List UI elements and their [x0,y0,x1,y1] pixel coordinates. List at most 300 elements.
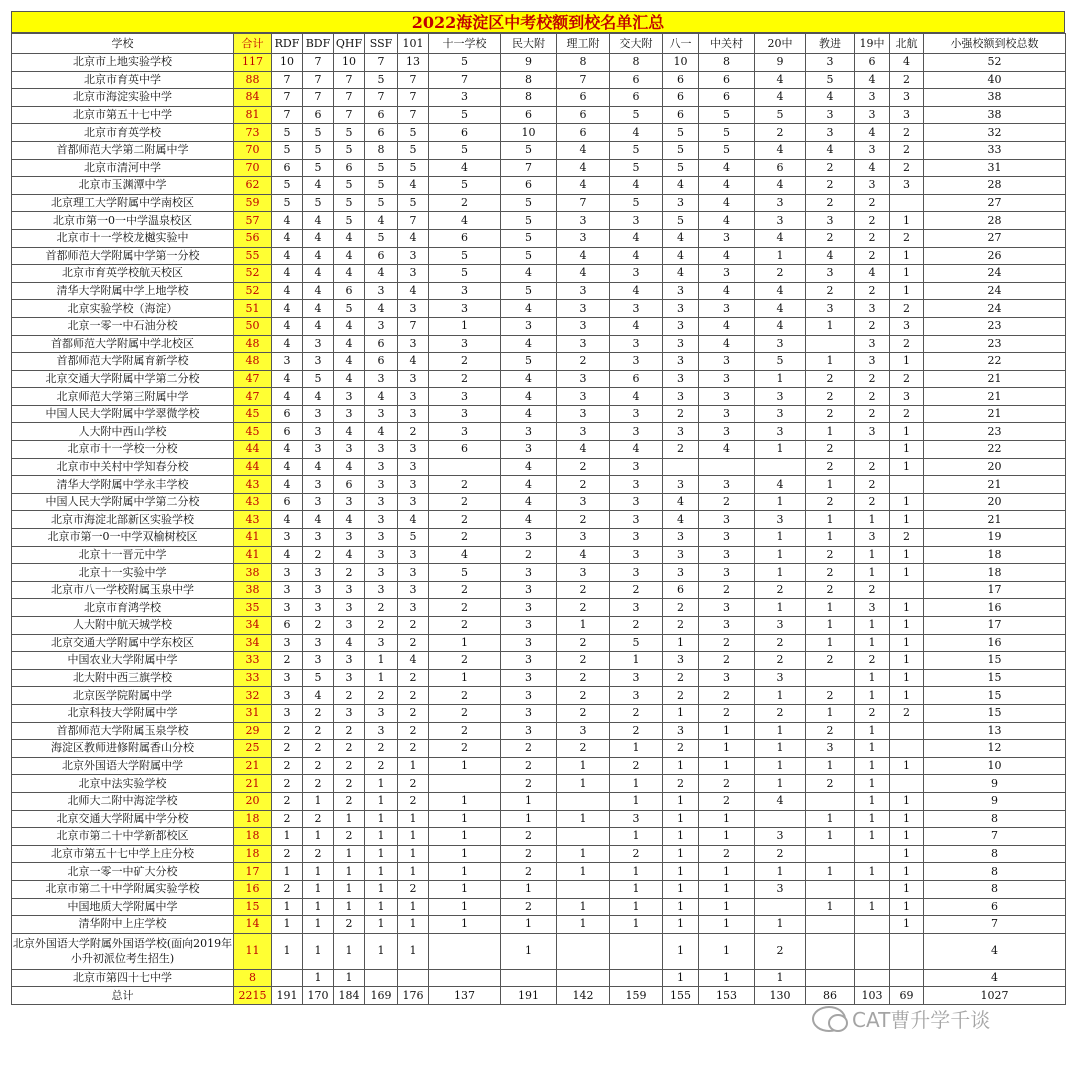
quota-cell: 3 [365,634,398,652]
quota-cell: 9 [924,792,1066,810]
quota-cell: 5 [610,106,663,124]
quota-cell: 2 [663,599,699,617]
quota-cell: 4 [855,265,890,283]
quota-cell: 2 [334,757,365,775]
total-cell: 62 [234,177,272,195]
quota-cell: 2 [303,740,334,758]
quota-cell: 5 [429,54,501,72]
quota-cell: 4 [610,124,663,142]
school-name-cell: 中国人民大学附属中学翠微学校 [12,405,234,423]
column-header: QHF [334,34,365,54]
quota-cell: 3 [663,652,699,670]
quota-cell: 2 [334,687,365,705]
quota-cell: 1 [699,916,755,934]
table-row [12,810,1066,828]
quota-cell: 3 [303,423,334,441]
quota-cell: 7 [924,916,1066,934]
quota-cell: 1 [398,810,429,828]
quota-cell: 3 [398,247,429,265]
quota-cell: 4 [663,511,699,529]
quota-cell: 24 [924,282,1066,300]
quota-cell: 7 [501,159,557,177]
quota-cell: 2 [334,775,365,793]
quota-cell [855,916,890,934]
quota-cell: 4 [755,89,806,107]
quota-cell: 8 [924,845,1066,863]
quota-cell: 21 [924,511,1066,529]
quota-cell: 3 [699,511,755,529]
table-row [12,265,1066,283]
quota-cell: 1 [890,634,924,652]
total-cell: 57 [234,212,272,230]
quota-cell: 4 [272,511,303,529]
quota-cell: 4 [398,282,429,300]
quota-cell: 4 [855,124,890,142]
quota-cell [890,740,924,758]
quota-cell: 1 [890,687,924,705]
quota-cell: 3 [610,564,663,582]
quota-cell: 2 [610,704,663,722]
quota-cell: 3 [699,370,755,388]
quota-cell: 3 [855,300,890,318]
quota-cell: 1 [303,792,334,810]
quota-cell: 5 [303,141,334,159]
quota-cell: 2 [429,511,501,529]
quota-cell: 2 [806,564,855,582]
quota-cell: 8 [557,54,610,72]
quota-cell: 10 [272,54,303,72]
school-name-cell: 北京一零一中矿大分校 [12,863,234,881]
quota-cell: 3 [890,177,924,195]
quota-cell: 3 [303,581,334,599]
quota-cell: 2 [303,810,334,828]
quota-cell: 6 [334,476,365,494]
quota-cell: 6 [429,441,501,459]
total-cell: 59 [234,194,272,212]
quota-cell: 1 [429,634,501,652]
quota-cell: 6 [334,159,365,177]
quota-cell: 2 [272,740,303,758]
quota-cell: 3 [272,353,303,371]
quota-cell: 7 [557,71,610,89]
quota-cell: 4 [663,247,699,265]
quota-cell: 5 [699,141,755,159]
quota-cell: 8 [501,71,557,89]
quota-cell: 2 [501,845,557,863]
quota-cell: 3 [755,388,806,406]
school-name-cell: 首都师范大学附属中学第一分校 [12,247,234,265]
quota-cell: 7 [398,89,429,107]
quota-cell: 23 [924,423,1066,441]
quota-cell: 4 [501,405,557,423]
quota-cell: 6 [303,106,334,124]
quota-cell: 23 [924,317,1066,335]
quota-cell: 1 [398,916,429,934]
quota-cell: 4 [303,265,334,283]
quota-cell: 2 [429,704,501,722]
table-row [12,159,1066,177]
quota-cell: 2 [334,564,365,582]
quota-cell: 3 [610,687,663,705]
quota-cell: 4 [610,317,663,335]
quota-cell: 5 [303,194,334,212]
total-cell: 21 [234,757,272,775]
quota-cell: 5 [334,124,365,142]
table-row [12,458,1066,476]
school-name-cell: 海淀区教师进修附属香山分校 [12,740,234,758]
quota-cell: 8 [610,54,663,72]
quota-cell: 5 [699,106,755,124]
quota-cell: 3 [557,317,610,335]
quota-cell: 16 [924,634,1066,652]
quota-cell: 5 [303,124,334,142]
quota-cell: 2 [398,740,429,758]
quota-cell: 170 [303,987,334,1005]
quota-cell: 3 [398,564,429,582]
school-name-cell: 清华附中上庄学校 [12,916,234,934]
quota-cell: 24 [924,265,1066,283]
quota-cell: 3 [429,388,501,406]
quota-cell [855,880,890,898]
table-body [12,34,1066,1005]
quota-cell: 4 [501,265,557,283]
quota-cell: 3 [806,740,855,758]
quota-cell: 2 [755,124,806,142]
total-cell: 81 [234,106,272,124]
quota-cell: 1 [890,810,924,828]
quota-cell: 3 [272,599,303,617]
school-name-cell: 北京市育鸿学校 [12,599,234,617]
quota-cell: 1 [755,599,806,617]
quota-cell: 16 [924,599,1066,617]
quota-cell: 4 [855,71,890,89]
quota-cell: 4 [365,388,398,406]
quota-cell: 2 [890,405,924,423]
column-header: 20中 [755,34,806,54]
quota-cell: 3 [663,423,699,441]
quota-cell: 4 [398,229,429,247]
quota-cell: 2 [890,71,924,89]
wechat-logo-icon [812,1006,846,1032]
quota-cell: 3 [610,669,663,687]
quota-cell: 2 [663,405,699,423]
quota-cell: 1 [699,722,755,740]
school-name-cell: 北京市海淀实验中学 [12,89,234,107]
quota-cell: 2 [806,652,855,670]
quota-cell: 2 [272,845,303,863]
quota-cell: 4 [334,370,365,388]
quota-cell: 5 [610,194,663,212]
total-cell: 18 [234,828,272,846]
total-cell: 84 [234,89,272,107]
quota-cell: 5 [365,159,398,177]
quota-cell: 31 [924,159,1066,177]
quota-cell: 2 [429,353,501,371]
quota-cell: 5 [699,124,755,142]
quota-cell: 1 [699,757,755,775]
school-name-cell: 北京市第五十七中学上庄分校 [12,845,234,863]
quota-cell: 1 [398,898,429,916]
quota-cell: 3 [610,335,663,353]
quota-cell: 1 [663,634,699,652]
total-cell: 18 [234,845,272,863]
quota-cell: 3 [557,300,610,318]
total-cell: 44 [234,458,272,476]
quota-cell: 3 [501,704,557,722]
school-name-cell: 北京市八一学校附属玉泉中学 [12,581,234,599]
quota-cell: 4 [557,159,610,177]
quota-cell: 3 [610,511,663,529]
quota-cell: 1 [303,828,334,846]
quota-cell [398,969,429,987]
column-header: 101 [398,34,429,54]
quota-cell: 3 [334,599,365,617]
quota-cell: 3 [755,511,806,529]
quota-cell: 4 [699,159,755,177]
quota-cell: 1 [610,828,663,846]
quota-cell: 4 [699,177,755,195]
quota-cell: 2 [334,916,365,934]
quota-cell: 6 [365,335,398,353]
school-name-cell: 北大附中西三旗学校 [12,669,234,687]
quota-cell: 1 [855,546,890,564]
quota-cell: 1 [429,916,501,934]
quota-cell: 2 [806,194,855,212]
column-header: 交大附 [610,34,663,54]
total-cell: 41 [234,546,272,564]
quota-cell: 3 [806,106,855,124]
quota-cell: 1 [272,916,303,934]
quota-cell: 1 [557,863,610,881]
quota-cell: 5 [365,71,398,89]
table-row [12,617,1066,635]
quota-cell: 4 [557,247,610,265]
table-row [12,529,1066,547]
table-row [12,423,1066,441]
quota-cell: 1 [272,828,303,846]
quota-cell: 2 [272,652,303,670]
quota-cell: 3 [610,599,663,617]
table-row [12,177,1066,195]
quota-cell: 2 [429,370,501,388]
quota-cell: 1 [890,212,924,230]
quota-cell: 7 [272,89,303,107]
school-name-cell: 北京市育英学校航天校区 [12,265,234,283]
quota-cell: 3 [663,282,699,300]
quota-cell: 191 [272,987,303,1005]
quota-cell: 2 [699,634,755,652]
quota-cell: 3 [610,476,663,494]
school-name-cell: 首都师范大学附属中学北校区 [12,335,234,353]
quota-cell: 4 [610,177,663,195]
quota-cell: 6 [610,89,663,107]
quota-cell: 4 [334,335,365,353]
quota-cell: 6 [429,124,501,142]
quota-cell: 3 [663,300,699,318]
quota-cell: 3 [365,458,398,476]
quota-cell: 15 [924,704,1066,722]
quota-cell: 5 [365,229,398,247]
quota-cell: 4 [272,265,303,283]
quota-cell: 3 [557,529,610,547]
table-row [12,476,1066,494]
total-cell: 32 [234,687,272,705]
total-cell: 18 [234,810,272,828]
table-row [12,353,1066,371]
quota-cell: 3 [699,353,755,371]
quota-cell: 6 [663,89,699,107]
quota-cell [855,969,890,987]
table-row [12,564,1066,582]
quota-cell: 2 [855,194,890,212]
quota-cell: 3 [610,265,663,283]
quota-cell: 6 [272,405,303,423]
quota-cell: 3 [663,722,699,740]
quota-cell: 2 [855,581,890,599]
quota-cell: 3 [398,370,429,388]
school-name-cell: 中国人民大学附属中学第二分校 [12,493,234,511]
quota-cell: 1 [755,863,806,881]
quota-cell: 3 [303,335,334,353]
quota-cell: 1 [365,775,398,793]
quota-cell: 4 [334,353,365,371]
quota-cell: 5 [501,247,557,265]
quota-cell: 2 [806,775,855,793]
quota-cell: 3 [557,229,610,247]
quota-cell: 2 [334,792,365,810]
quota-cell: 10 [924,757,1066,775]
quota-cell: 3 [755,405,806,423]
quota-cell: 4 [365,212,398,230]
quota-cell: 2 [855,282,890,300]
quota-cell: 4 [557,265,610,283]
table-row [12,493,1066,511]
quota-cell: 1 [334,880,365,898]
quota-cell: 2 [272,880,303,898]
quota-cell: 3 [398,458,429,476]
total-cell: 73 [234,124,272,142]
quota-cell: 38 [924,89,1066,107]
school-name-cell: 首都师范大学第二附属中学 [12,141,234,159]
quota-cell: 2 [806,388,855,406]
column-header: 中关村 [699,34,755,54]
table-row [12,388,1066,406]
quota-cell: 5 [610,141,663,159]
quota-cell: 5 [398,159,429,177]
quota-cell: 7 [429,71,501,89]
total-cell: 17 [234,863,272,881]
quota-cell: 1 [663,810,699,828]
school-name-cell: 北京实验学校（海淀） [12,300,234,318]
quota-cell: 176 [398,987,429,1005]
quota-cell: 1 [755,370,806,388]
quota-cell: 1 [699,863,755,881]
quota-cell: 3 [365,722,398,740]
quota-cell: 2 [806,441,855,459]
quota-cell: 2 [663,669,699,687]
quota-cell: 2 [890,529,924,547]
quota-cell: 15 [924,687,1066,705]
school-name-cell: 北京师范大学第三附属中学 [12,388,234,406]
table-row [12,89,1066,107]
quota-cell: 8 [501,89,557,107]
quota-cell: 4 [398,511,429,529]
quota-cell: 1 [890,757,924,775]
table-row [12,652,1066,670]
quota-cell: 3 [755,828,806,846]
quota-cell: 4 [398,652,429,670]
quota-cell: 1 [663,916,699,934]
quota-cell: 3 [855,599,890,617]
quota-cell: 3 [663,476,699,494]
quota-cell [806,335,855,353]
quota-cell: 4 [303,229,334,247]
quota-cell: 1 [806,529,855,547]
quota-cell: 21 [924,476,1066,494]
quota-cell: 3 [663,317,699,335]
quota-cell [699,458,755,476]
quota-cell: 6 [663,106,699,124]
quota-cell: 3 [699,546,755,564]
quota-cell: 1 [303,898,334,916]
quota-cell: 2 [429,493,501,511]
quota-cell: 2 [755,265,806,283]
quota-cell: 2 [557,740,610,758]
watermark-text: CAT曹升学千谈 [852,1008,991,1032]
quota-cell: 7 [398,106,429,124]
quota-cell [663,458,699,476]
quota-cell: 3 [806,300,855,318]
quota-cell: 2 [855,370,890,388]
quota-cell: 4 [755,282,806,300]
quota-cell [890,775,924,793]
column-header: 19中 [855,34,890,54]
quota-cell: 3 [699,300,755,318]
quota-cell: 1 [365,652,398,670]
quota-cell: 1 [755,493,806,511]
quota-cell: 4 [365,423,398,441]
quota-cell: 1 [890,669,924,687]
quota-cell [755,810,806,828]
quota-cell: 3 [334,388,365,406]
quota-cell: 2 [501,740,557,758]
quota-cell: 69 [890,987,924,1005]
quota-cell: 26 [924,247,1066,265]
quota-cell: 3 [272,669,303,687]
quota-cell: 4 [501,300,557,318]
quota-cell: 1 [755,441,806,459]
quota-cell: 4 [557,546,610,564]
quota-cell: 2 [501,757,557,775]
quota-cell: 4 [755,229,806,247]
quota-cell: 1 [365,828,398,846]
header-total: 合计 [234,34,272,54]
table-row [12,704,1066,722]
quota-cell: 1 [755,247,806,265]
quota-cell: 4 [699,317,755,335]
quota-cell: 3 [699,265,755,283]
school-name-cell: 北京市第四十七中学 [12,969,234,987]
quota-cell: 1 [855,511,890,529]
quota-cell: 1 [663,969,699,987]
quota-cell: 3 [557,493,610,511]
quota-cell: 2 [663,740,699,758]
school-name-cell: 北京科技大学附属中学 [12,704,234,722]
sheet-title: 2022海淀区中考校额到校名单汇总 [11,11,1065,33]
quota-cell [806,933,855,969]
quota-cell: 1 [699,828,755,846]
total-cell: 50 [234,317,272,335]
